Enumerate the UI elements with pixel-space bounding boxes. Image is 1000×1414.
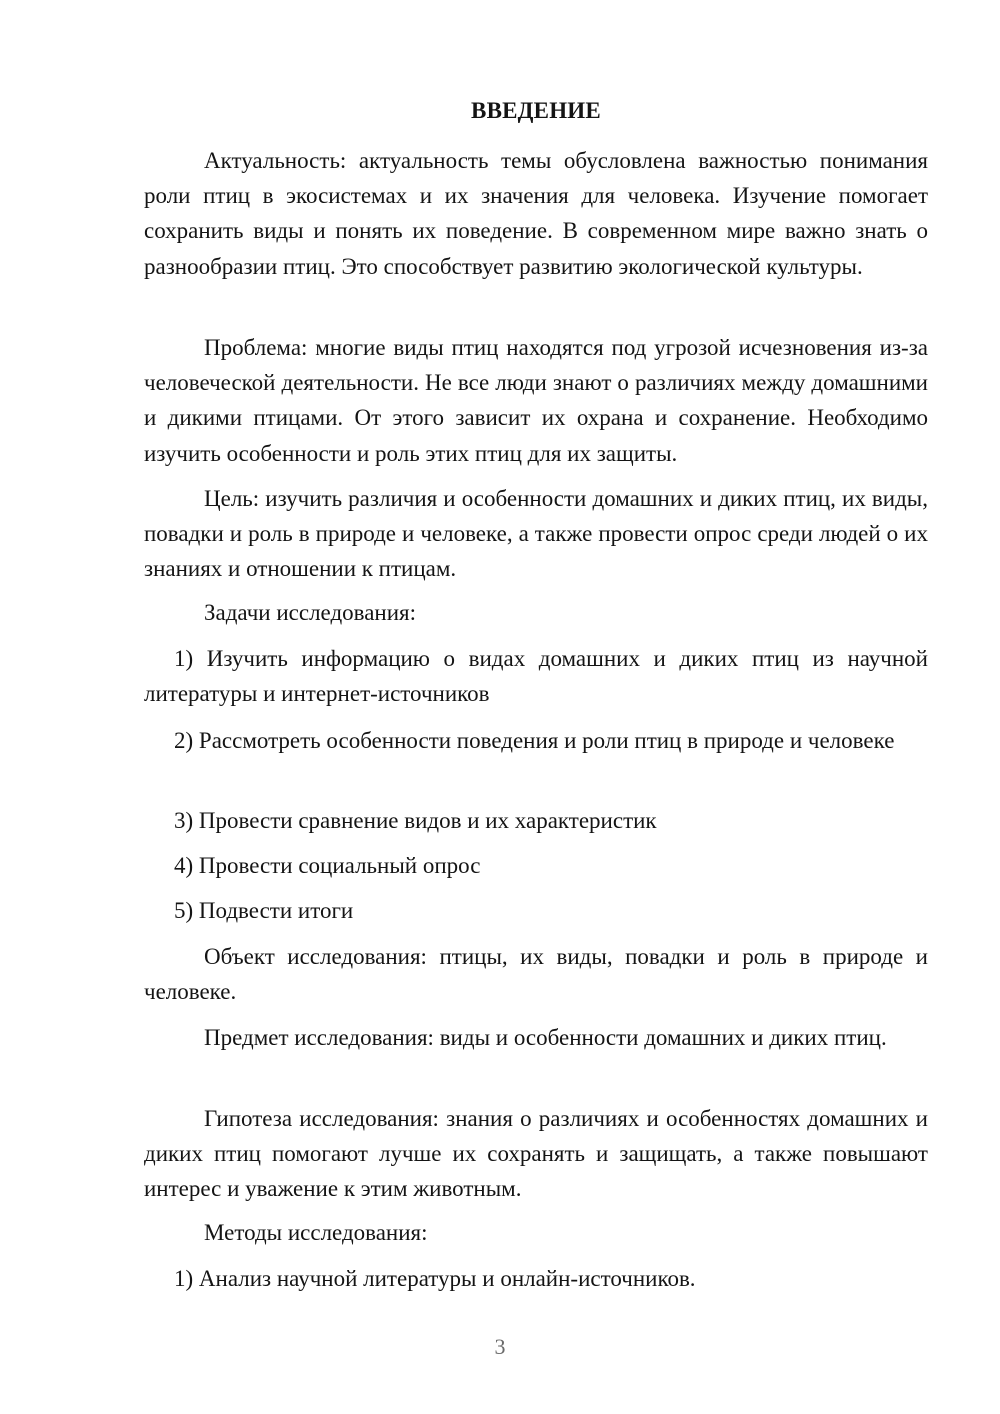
- page-number: 3: [494, 1334, 506, 1359]
- tasks-heading: Задачи исследования:: [204, 600, 417, 625]
- method-item-1: 1) Анализ научной литературы и онлайн-источников.: [174, 1266, 696, 1291]
- problem-paragraph: Проблема: многие виды птиц находятся под угрозой исчезновения из-за человеческой деятельности. Не все люди знают о различиях между домашними и дикими птицами. От этого зависит их охрана и сохранение. Необходимо изучить особенности и роль этих птиц для их защиты.: [144, 335, 928, 466]
- object-paragraph: Объект исследования: птицы, их виды, повадки и роль в природе и человеке.: [144, 944, 928, 1005]
- methods-heading: Методы исследования:: [204, 1220, 428, 1245]
- relevance-paragraph: Актуальность: актуальность темы обусловлена важностью понимания роли птиц в экосистемах и их значения для человека. Изучение помогает сохранить виды и понять их поведение. В современном мире важно знать о разнообразии птиц. Это способствует развитию экологической культуры.: [144, 148, 928, 279]
- task-item-3: 3) Провести сравнение видов и их характеристик: [174, 808, 657, 833]
- hypothesis-paragraph: Гипотеза исследования: знания о различиях и особенностях домашних и диких птиц помогают лучше их сохранять и защищать, а также повышают интерес и уважение к этим животным.: [144, 1106, 928, 1202]
- task-item-5: 5) Подвести итоги: [174, 898, 354, 923]
- task-item-1: 1) Изучить информацию о видах домашних и диких птиц из научной литературы и интернет-источников: [144, 646, 928, 706]
- task-item-2: 2) Рассмотреть особенности поведения и роли птиц в природе и человеке: [174, 728, 895, 753]
- section-title: ВВЕДЕНИЕ: [471, 98, 601, 123]
- goal-paragraph: Цель: изучить различия и особенности домашних и диких птиц, их виды, повадки и роль в природе и человеке, а также провести опрос среди людей о их знаниях и отношении к птицам.: [144, 486, 928, 582]
- subject-paragraph: Предмет исследования: виды и особенности домашних и диких птиц.: [204, 1025, 887, 1050]
- task-item-4: 4) Провести социальный опрос: [174, 853, 481, 878]
